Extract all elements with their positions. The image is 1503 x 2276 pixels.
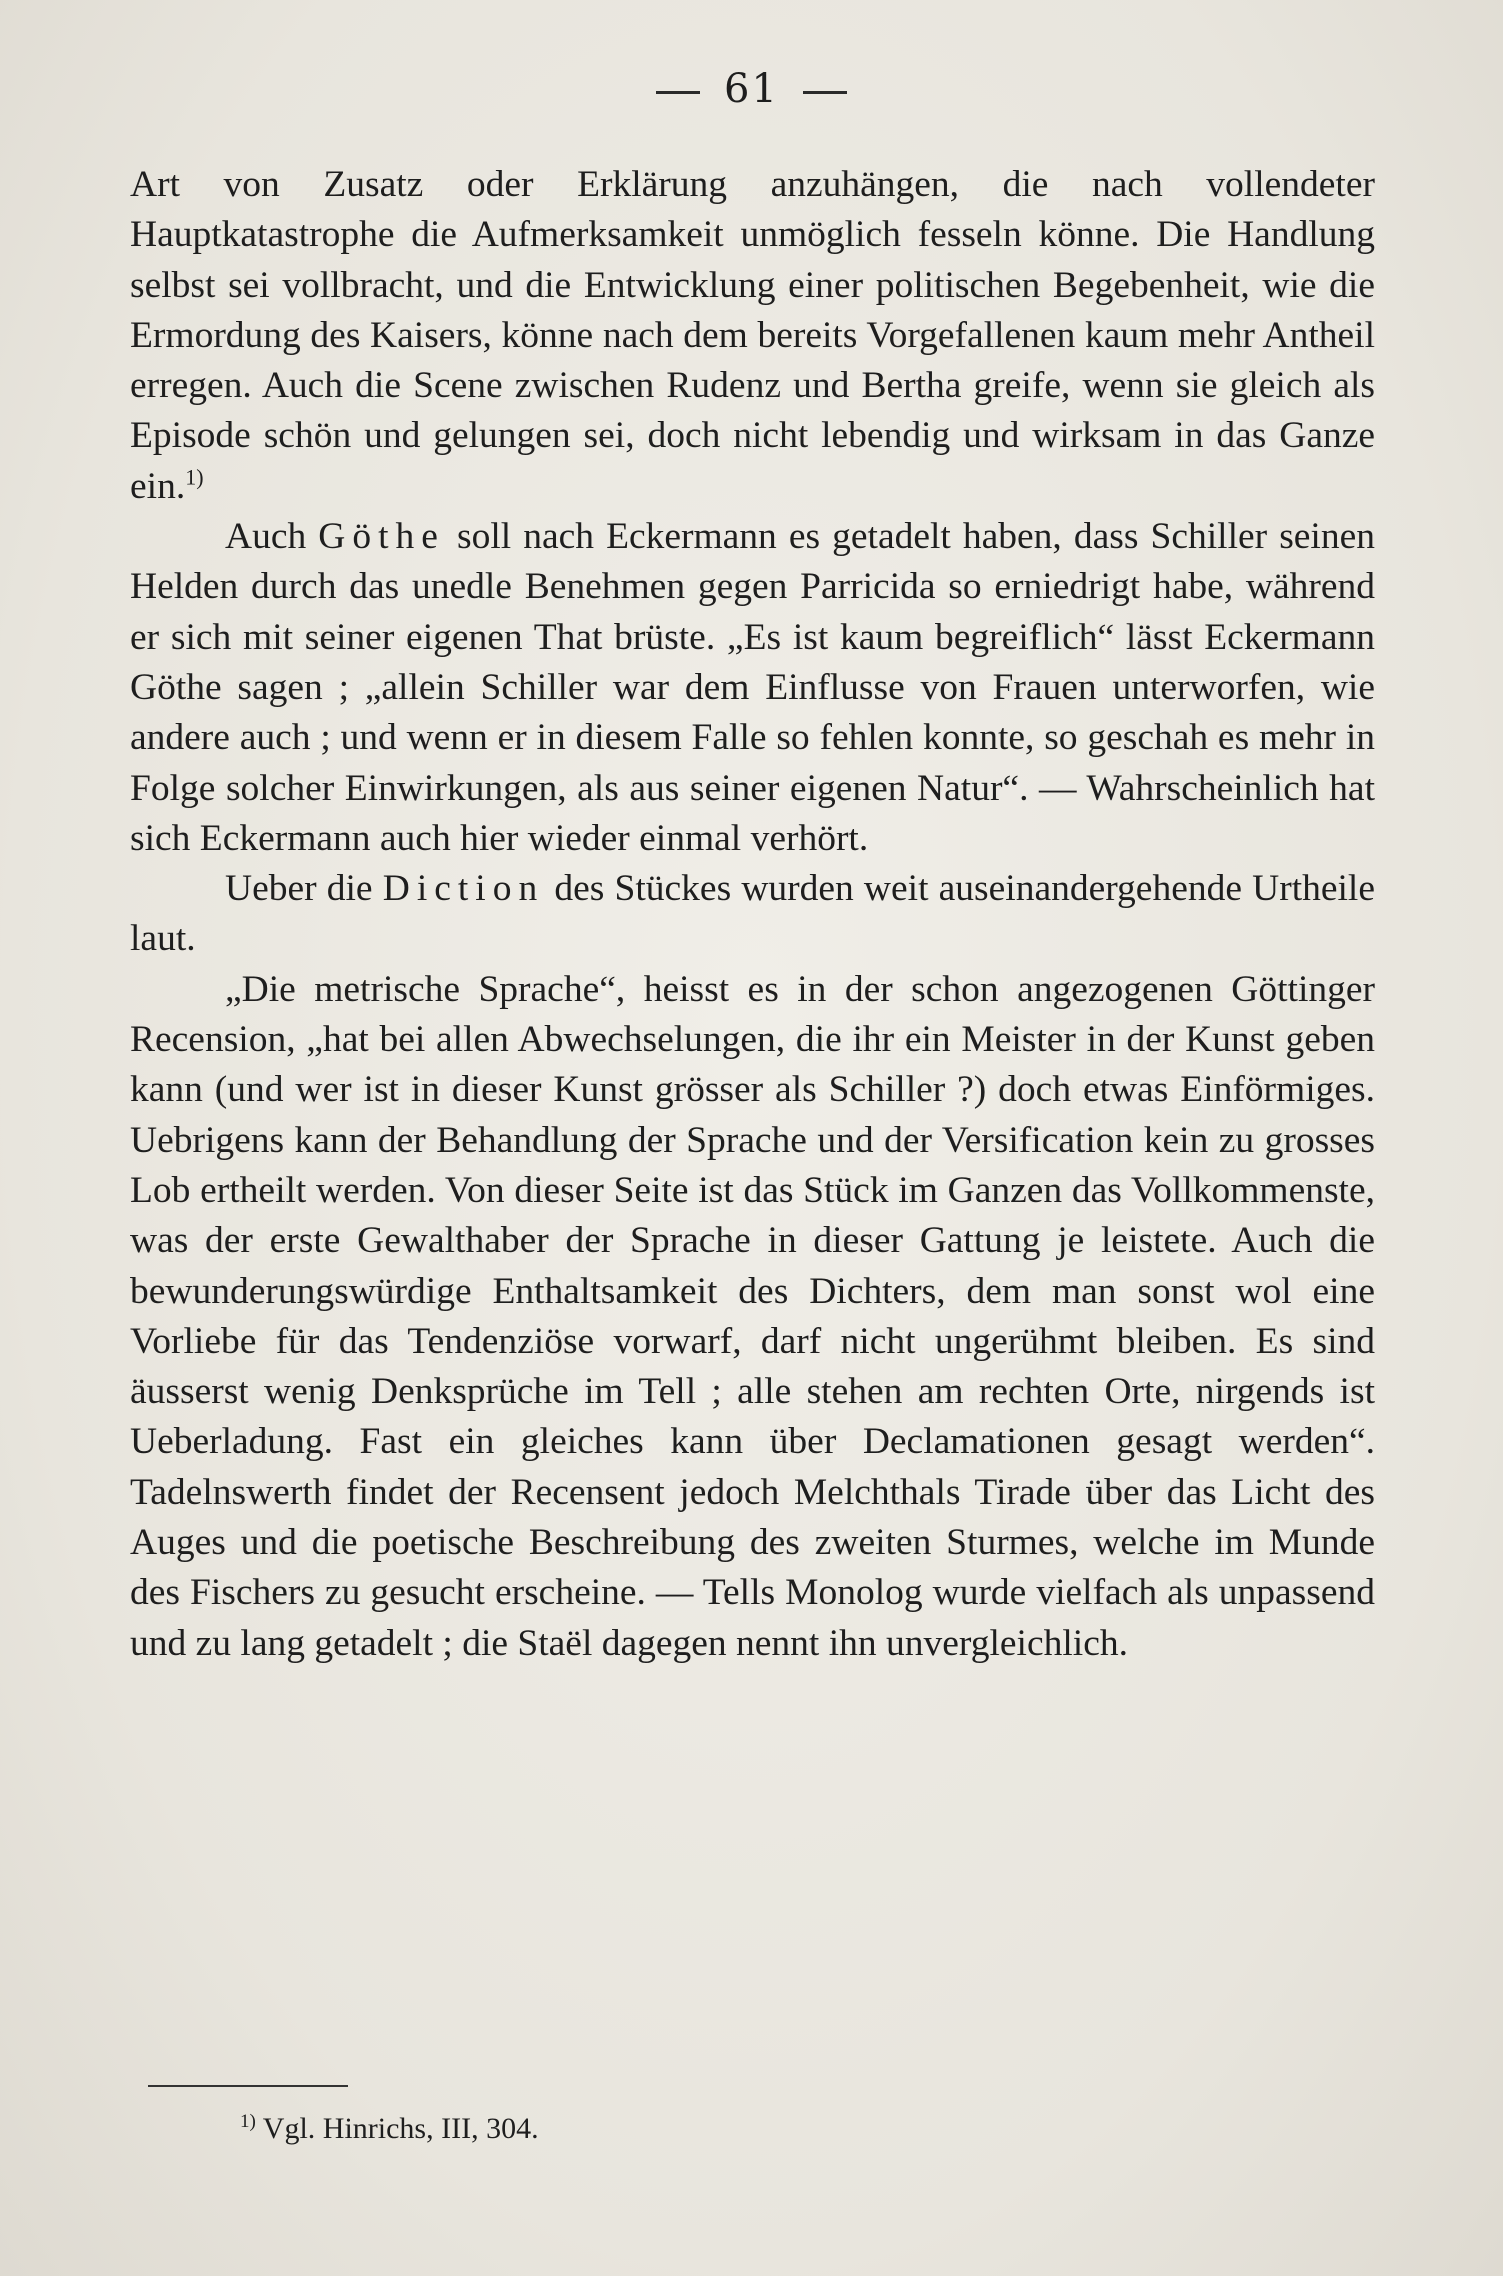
paragraph-1-text: Art von Zusatz oder Erklärung anzuhängen, die nach vollendeter Hauptkatastrophe die Aufmerksamkeit unmöglich fesseln könne. Die Handlung selbst sei vollbracht, und die Entwicklung einer politischen Begebenheit, wie die Ermordung des Kaisers, könne nach dem bereits Vorgefallenen kaum mehr Antheil erregen. Auch die Scene zwischen Rudenz und Bertha greife, wenn sie gleich als Episode schön und gelungen sei, doch nicht lebendig und wirksam in das Ganze ein. [130, 164, 1375, 507]
spaced-name-goethe: Göthe [318, 516, 445, 558]
paragraph-4 [130, 965, 1375, 1669]
footnote-text: Vgl. Hinrichs, III, 304. [255, 2112, 539, 2145]
body-text [130, 160, 1375, 1669]
footnote [240, 2112, 539, 2146]
paragraph-3-text: des Stückes wurden weit auseinandergehende Urtheile laut. [130, 868, 1375, 960]
spaced-word-diction: Diction [382, 868, 545, 910]
footnote-marker: 1) [240, 2111, 256, 2132]
header-dash-right [803, 91, 847, 94]
paragraph-3: Ueber die Diction des Stückes wurden weit auseinandergehende Urtheile laut. [130, 868, 1375, 960]
paragraph-2-text: soll nach Eckermann es getadelt haben, dass Schiller seinen Helden durch das unedle Benehmen gegen Parricida so erniedrigt habe, während er sich mit seiner eigenen That brüste. „Es ist kaum begreiflich“ lässt Eckermann Göthe sagen ; „allein Schiller war dem Einflusse von Frauen unterworfen, wie andere auch ; und wenn er in diesem Falle so fehlen konnte, so geschah es mehr in Folge solcher Einwirkungen, als aus seiner eigenen Natur“. — Wahrscheinlich hat sich Eckermann auch hier wieder einmal verhört. [130, 516, 1375, 859]
footnote-reference: 1) [185, 464, 204, 490]
paragraph-4-text: „Die metrische Sprache“, heisst es in der schon angezogenen Göttinger Recension, „hat bei allen Abwechselungen, die ihr ein Meister in der Kunst geben kann (und wer ist in dieser Kunst grösser als Schiller ?) doch etwas Einförmiges. Uebrigens kann der Behandlung der Sprache und der Versification kein zu grosses Lob ertheilt werden. Von dieser Seite ist das Stück im Ganzen das Vollkommenste, was der erste Gewalthaber der Sprache in dieser Gattung je leistete. Auch die bewunderungswürdige Enthaltsamkeit des Dichters, dem man sonst wol eine Vorliebe für das Tendenziöse vorwarf, darf nicht ungerühmt bleiben. Es sind äusserst wenig Denksprüche im Tell ; alle stehen am rechten Orte, nirgends ist Ueberladung. Fast ein gleiches kann über Declamationen gesagt werden“. Tadelnswerth findet der Recensent jedoch Melchthals Tirade über das Licht des Auges und die poetische Beschreibung des zweiten Sturmes, welche im Munde des Fischers zu gesucht erscheine. — Tells Monolog wurde vielfach als unpassend und zu lang getadelt ; die Staël dagegen nennt ihn unvergleichlich. [130, 968, 1375, 1664]
header-dash-left [656, 91, 700, 94]
paragraph-2: Auch Göthe soll nach Eckermann es getadelt haben, dass Schiller seinen Helden durch das unedle Benehmen gegen Parricida so erniedrigt habe, während er sich mit seiner eigenen That brüste. „Es ist kaum begreiflich“ lässt Eckermann Göthe sagen ; „allein Schiller war dem Einflusse von Frauen unterworfen, wie andere auch ; und wenn er in diesem Falle so fehlen konnte, so geschah es mehr in Folge solcher Einwirkungen, als aus seiner eigenen Natur“. — Wahrscheinlich hat sich Eckermann auch hier wieder einmal verhört. [130, 516, 1375, 859]
paragraph-1 [130, 160, 1375, 512]
footnote-rule [148, 2085, 348, 2087]
page-header [0, 66, 1503, 112]
page-number: 61 [724, 66, 779, 112]
